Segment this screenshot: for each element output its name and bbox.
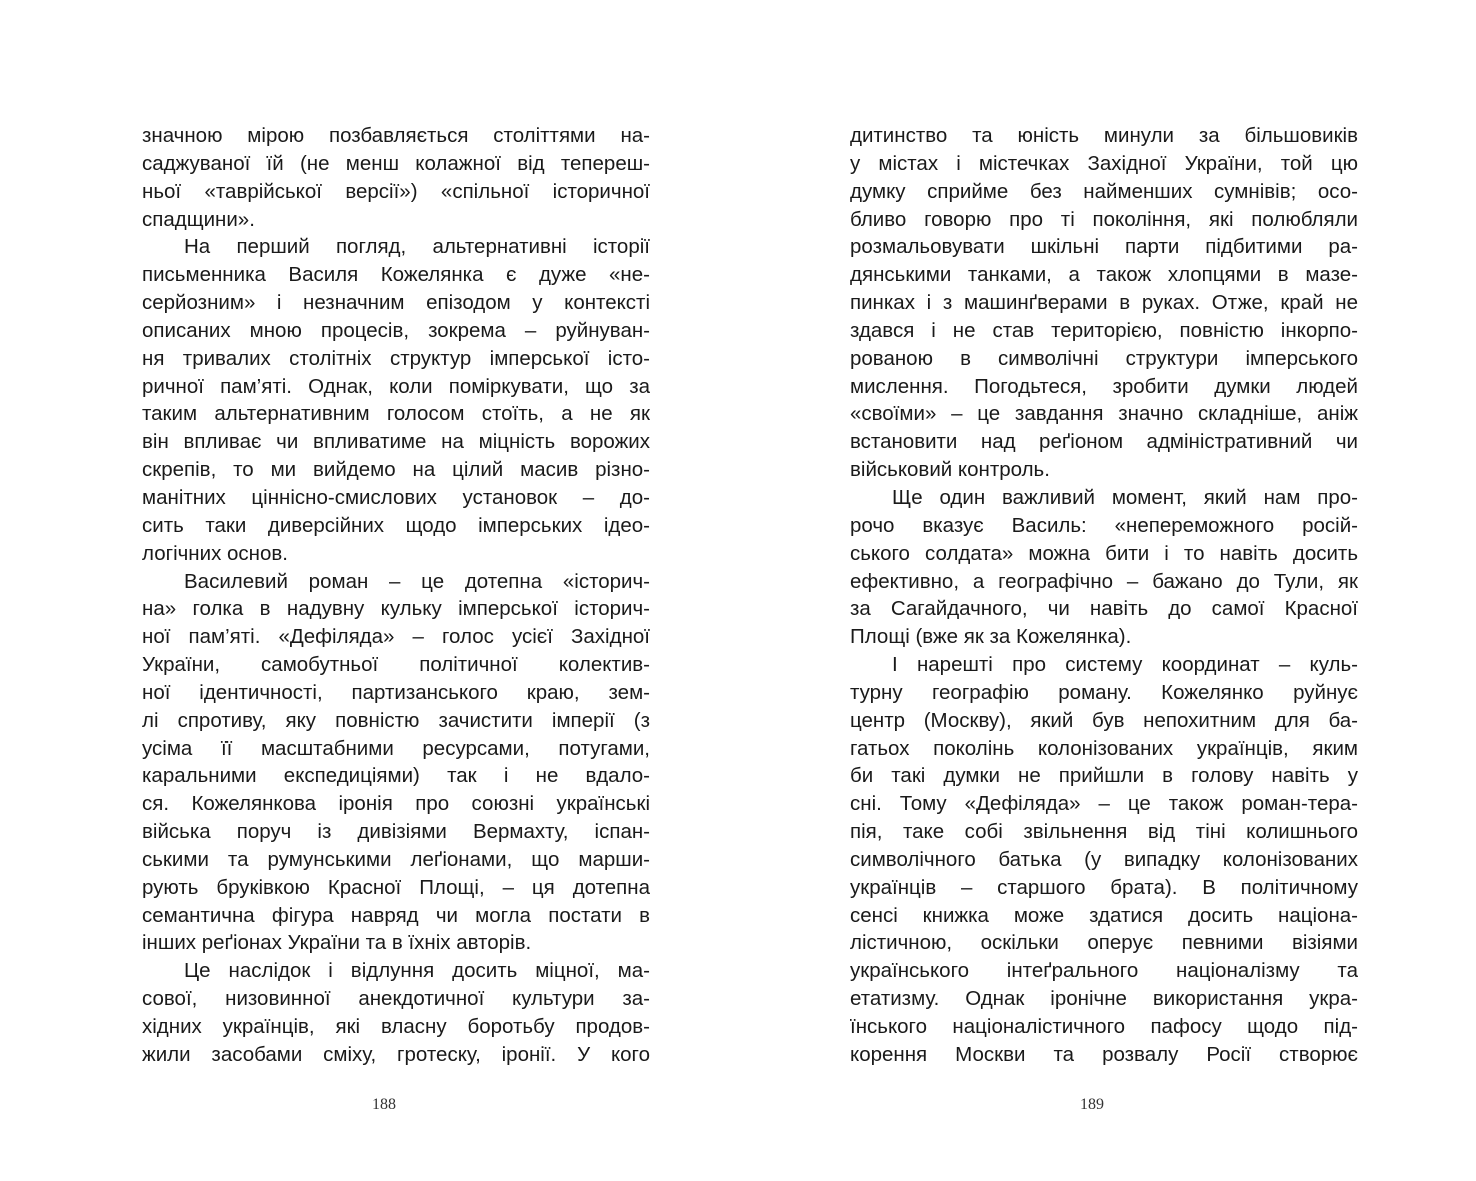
text-line: на» голка в надувну кульку імперської історич- <box>142 597 650 621</box>
page-number-right: 189 <box>1080 1096 1104 1113</box>
text-line: сить таки диверсійних щодо імперських ідео- <box>142 513 650 537</box>
text-line: Площі (вже як за Кожелянка). <box>850 625 1132 649</box>
text-line: здався і не став територією, повністю інкорпо- <box>850 318 1358 342</box>
text-line: бливо говорю про ті покоління, які полюбляли <box>850 207 1358 231</box>
text-line: символічного батька (у випадку колонізованих <box>850 847 1358 871</box>
text-line: ня тривалих столітніх структур імперської істо- <box>142 346 650 370</box>
text-line: дитинство та юність минули за більшовиків <box>850 124 1358 147</box>
text-line: усіма її масштабними ресурсами, потугами, <box>142 736 650 760</box>
text-line: ефективно, а географічно – бажано до Тули, як <box>850 569 1358 593</box>
text-line: серйозним» і незначним епізодом у контексті <box>142 291 650 315</box>
text-line: їнського націоналістичного пафосу щодо під- <box>850 1015 1358 1038</box>
text-line: саджуваної їй (не менш колажної від тепереш- <box>142 151 650 175</box>
text-line: ричної пам’яті. Однак, коли поміркувати, що за <box>142 374 650 398</box>
text-line: українського інтеґрального націоналізму та <box>850 959 1358 983</box>
text-line: у містах і містечках Західної України, той цю <box>850 151 1358 175</box>
text-line: сні. Тому «Дефіляда» – це також роман-тера- <box>850 792 1358 816</box>
text-line: пинках і з машинґверами в руках. Отже, край не <box>850 291 1358 315</box>
text-line: лістичною, оскільки оперує певними візіями <box>850 931 1358 955</box>
text-line: жили засобами сміху, гротеску, іронії. У кого <box>142 1042 650 1066</box>
text-line: встановити над реґіоном адміністративний чи <box>850 430 1358 454</box>
text-line: ньої «таврійської версії») «спільної історичної <box>142 179 650 203</box>
text-line: України, самобутньої політичної колектив- <box>142 653 650 677</box>
right-page <box>850 122 1358 1069</box>
text-line: логічних основ. <box>142 541 288 565</box>
text-line: рочо вказує Василь: «непереможного росій- <box>850 513 1358 537</box>
text-line: мислення. Погодьтеся, зробити думки людей <box>850 374 1358 398</box>
text-line: військовий контроль. <box>850 458 1050 482</box>
text-line: ної пам’яті. «Дефіляда» – голос усієї Західної <box>142 625 650 649</box>
text-line: українців – старшого брата). В політичному <box>850 875 1358 899</box>
text-line: сової, низовинної анекдотичної культури за- <box>142 987 650 1011</box>
text-line: розмальовувати шкільні парти підбитими ра- <box>850 235 1358 259</box>
text-line: сенсі книжка може здатися досить націона- <box>850 903 1358 927</box>
text-line: Це наслідок і відлуння досить міцної, ма- <box>184 959 650 983</box>
text-line: семантична фігура навряд чи могла постати в <box>142 903 650 927</box>
text-line: корення Москви та розвалу Росії створює <box>850 1042 1358 1066</box>
text-line: письменника Василя Кожелянка є дуже «не- <box>142 263 650 287</box>
text-line: війська поруч із дивізіями Вермахту, іспан- <box>142 820 650 844</box>
text-line: скрепів, то ми вийдемо на цілий масив різно- <box>142 458 650 482</box>
text-line: турну географію роману. Кожелянко руйнує <box>850 680 1358 704</box>
text-line: рують бруківкою Красної Площі, – ця дотепна <box>142 875 650 899</box>
text-line: центр (Москву), який був непохитним для ба- <box>850 708 1358 732</box>
text-line: ся. Кожелянкова іронія про союзні українські <box>142 792 650 816</box>
text-line: за Сагайдачного, чи навіть до самої Красної <box>850 597 1358 621</box>
text-line: пія, таке собі звільнення від тіні колишнього <box>850 820 1358 844</box>
text-line: манітних ціннісно-смислових установок – до- <box>142 485 650 509</box>
text-line: ського солдата» можна бити і то навіть досить <box>850 541 1358 565</box>
text-line: інших реґіонах України та в їхніх авторів. <box>142 931 532 955</box>
text-line: рованою в символічні структури імперського <box>850 346 1358 370</box>
text-line: би такі думки не прийшли в голову навіть у <box>850 764 1358 788</box>
text-line: ної ідентичності, партизанського краю, зем- <box>142 680 650 704</box>
text-line: дянськими танками, а також хлопцями в мазе- <box>850 263 1358 287</box>
text-line: лі спротиву, яку повністю зачистити імперії (з <box>142 708 650 732</box>
text-line: думку сприйме без найменших сумнівів; осо- <box>850 179 1358 203</box>
text-line: ськими та румунськими леґіонами, що марши- <box>142 847 650 871</box>
text-line: етатизму. Однак іронічне використання укра- <box>850 987 1358 1011</box>
text-line: каральними експедиціями) так і не вдало- <box>142 764 650 788</box>
page-number-left: 188 <box>372 1096 396 1113</box>
text-line: він впливає чи впливатиме на міцність ворожих <box>142 430 650 454</box>
text-line: таким альтернативним голосом стоїть, а не як <box>142 402 650 426</box>
left-page <box>142 122 650 1069</box>
text-line: Ще один важливий момент, який нам про- <box>892 485 1358 509</box>
text-line: «своїми» – це завдання значно складніше, аніж <box>850 402 1358 426</box>
text-line: Василевий роман – це дотепна «історич- <box>184 569 650 593</box>
text-line: спадщини». <box>142 207 255 231</box>
text-line: значною мірою позбавляється століттями на- <box>142 124 650 147</box>
text-line: описаних мною процесів, зокрема – руйнуван- <box>142 318 650 342</box>
text-line: гатьох поколінь колонізованих українців, яким <box>850 736 1358 760</box>
text-line: На перший погляд, альтернативні історії <box>184 235 650 259</box>
text-line: хідних українців, які власну боротьбу продов- <box>142 1015 650 1038</box>
text-line: І нарешті про систему координат – куль- <box>892 653 1358 677</box>
